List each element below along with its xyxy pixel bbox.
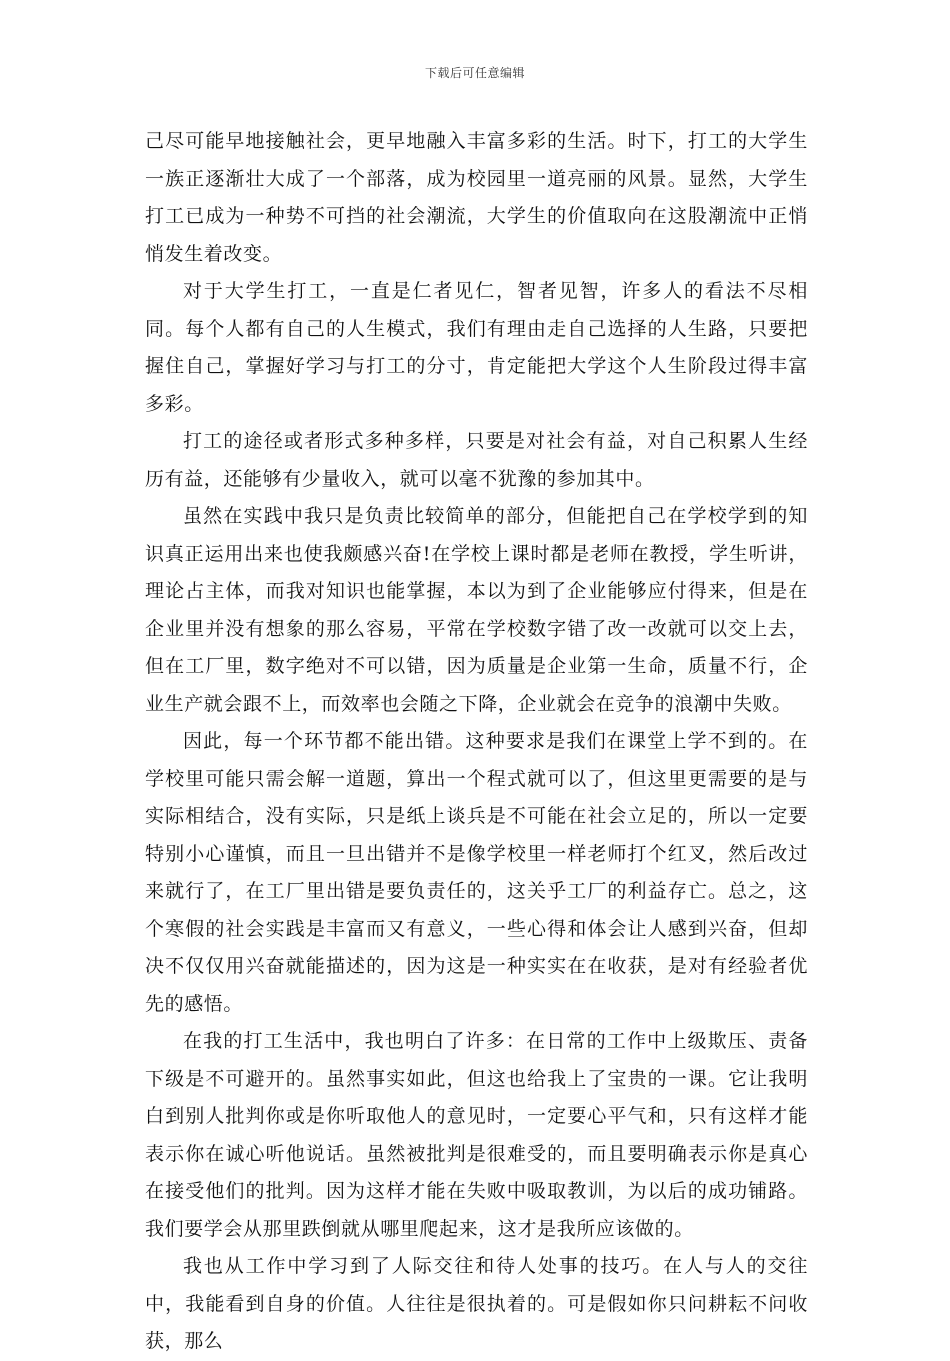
paragraph-2: 对于大学生打工，一直是仁者见仁，智者见智，许多人的看法不尽相同。每个人都有自己的人生模式，我们有理由走自己选择的人生路，只要把握住自己，掌握好学习与打工的分寸，肯定能把大学这个人生阶段过得丰富多彩。 [145, 280, 808, 415]
paragraph-1: 己尽可能早地接触社会，更早地融入丰富多彩的生活。时下，打工的大学生一族正逐渐壮大成了一个部落，成为校园里一道亮丽的风景。显然，大学生打工已成为一种势不可挡的社会潮流，大学生的价值取向在这股潮流中正悄悄发生着改变。 [145, 130, 808, 265]
paragraph-3: 打工的途径或者形式多种多样，只要是对社会有益，对自己积累人生经历有益，还能够有少量收入，就可以毫不犹豫的参加其中。 [145, 430, 808, 490]
paragraph-6: 在我的打工生活中，我也明白了许多：在日常的工作中上级欺压、责备下级是不可避开的。虽然事实如此，但这也给我上了宝贵的一课。它让我明白到别人批判你或是你听取他人的意见时，一定要心平气和，只有这样才能表示你在诚心听他说话。虽然被批判是很难受的，而且要明确表示你是真心在接受他们的批判。因为这样才能在失败中吸取教训，为以后的成功铺路。我们要学会从那里跌倒就从哪里爬起来，这才是我所应该做的。 [145, 1030, 808, 1240]
paragraph-5: 因此，每一个环节都不能出错。这种要求是我们在课堂上学不到的。在学校里可能只需会解一道题，算出一个程式就可以了，但这里更需要的是与实际相结合，没有实际，只是纸上谈兵是不可能在社会立足的，所以一定要特别小心谨慎，而且一旦出错并不是像学校里一样老师打个红叉，然后改过来就行了，在工厂里出错是要负责任的，这关乎工厂的利益存亡。总之，这个寒假的社会实践是丰富而又有意义，一些心得和体会让人感到兴奋，但却决不仅仅用兴奋就能描述的，因为这是一种实实在在收获，是对有经验者优先的感悟。 [145, 730, 808, 1015]
paragraph-4: 虽然在实践中我只是负责比较简单的部分，但能把自己在学校学到的知识真正运用出来也使我颇感兴奋!在学校上课时都是老师在教授，学生听讲，理论占主体，而我对知识也能掌握，本以为到了企业能够应付得来，但是在企业里并没有想象的那么容易，平常在学校数字错了改一改就可以交上去，但在工厂里，数字绝对不可以错，因为质量是企业第一生命，质量不行，企业生产就会跟不上，而效率也会随之下降，企业就会在竞争的浪潮中失败。 [145, 505, 808, 715]
paragraph-7: 我也从工作中学习到了人际交往和待人处事的技巧。在人与人的交往中，我能看到自身的价值。人往往是很执着的。可是假如你只问耕耘不问收获，那么 [145, 1255, 808, 1352]
page-header: 下载后可任意编辑 [424, 66, 525, 80]
document-body [145, 123, 808, 1361]
